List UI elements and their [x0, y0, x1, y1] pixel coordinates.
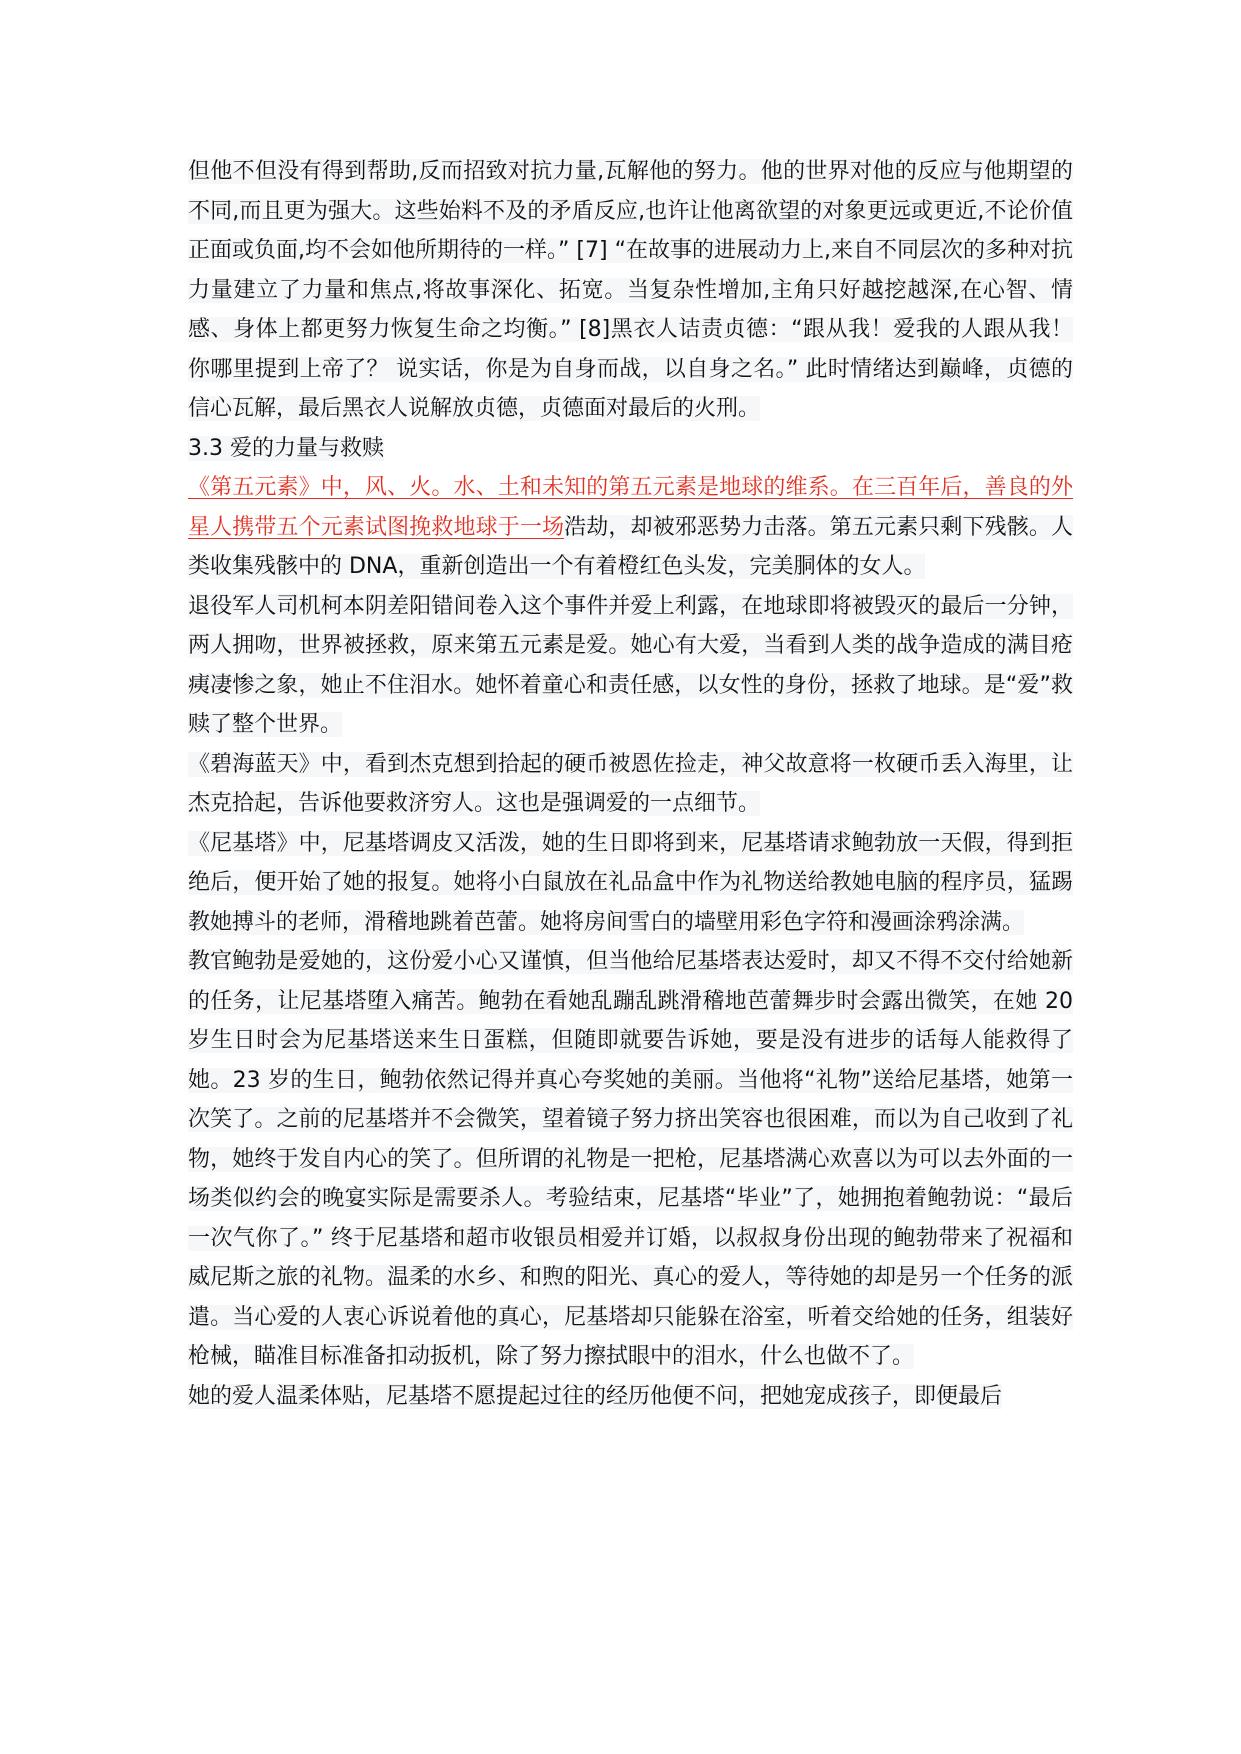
paragraph-nikita: [188, 824, 1073, 943]
highlighted-red-text: 《第五元素》中，风、火。水、土和未知的第五元素是地球的维系。在三百年后，善良的外星人携带五个元素试图挽救地球于一场: [188, 475, 1073, 540]
section-heading-text: 3.3 爱的力量与救赎: [188, 435, 384, 461]
section-heading: [188, 429, 1073, 469]
paragraph-korben-text: 退役军人司机柯本阴差阳错间卷入这个事件并爱上利露，在地球即将被毁灭的最后一分钟，两人拥吻，世界被拯救，原来第五元素是爱。她心有大爱，当看到人类的战争造成的满目疮痍凄惨之象，她止不住泪水。她怀着童心和责任感，以女性的身份，拯救了地球。是“爱”救赎了整个世界。: [188, 593, 1073, 737]
paragraph-fifth-element-text: 浩劫，却被邪恶势力击落。第五元素只剩下残骸。人类收集残骸中的 DNA，重新创造出一个有着橙红色头发，完美胴体的女人。: [188, 514, 1073, 579]
paragraph-nikita-text: 《尼基塔》中，尼基塔调皮又活泼，她的生日即将到来，尼基塔请求鲍勃放一天假，得到拒绝后，便开始了她的报复。她将小白鼠放在礼品盒中作为礼物送给教她电脑的程序员，猛踢教她搏斗的老师，滑稽地跳着芭蕾。她将房间雪白的墙壁用彩色字符和漫画涂鸦涂满。: [188, 830, 1073, 935]
paragraph-conflict-text: 但他不但没有得到帮助,反而招致对抗力量,瓦解他的努力。他的世界对他的反应与他期望的不同,而且更为强大。这些始料不及的矛盾反应,也许让他离欲望的对象更远或更近,不论价值正面或负面,均不会如他所期待的一样。” [7] “在故事的进展动力上,来自不同层次的多种对抗力量建立了力量和焦点,将故事深化、拓宽。当复杂性增加,主角只好越挖越深,在心智、情感、身体上都更努力恢复生命之均衡。” [8]黑衣人诘责贞德：“跟从我！爱我的人跟从我！ 你哪里提到上帝了？ 说实话，你是为自身而战，以自身之名。” 此时情绪达到巅峰，贞德的信心瓦解，最后黑衣人说解放贞德，贞德面对最后的火刑。: [188, 159, 1073, 421]
paragraph-last: [188, 1377, 1073, 1417]
paragraph-big-blue: [188, 745, 1073, 824]
paragraph-fifth-element: [188, 468, 1073, 587]
paragraph-bob: [188, 942, 1073, 1377]
paragraph-big-blue-text: 《碧海蓝天》中，看到杰克想到拾起的硬币被恩佐捡走，神父故意将一枚硬币丢入海里，让杰克拾起，告诉他要救济穷人。这也是强调爱的一点细节。: [188, 751, 1073, 816]
paragraph-conflict: [188, 152, 1073, 429]
paragraph-korben: [188, 587, 1073, 745]
paragraph-bob-text: 教官鲍勃是爱她的，这份爱小心又谨慎，但当他给尼基塔表达爱时，却又不得不交付给她新的任务，让尼基塔堕入痛苦。鲍勃在看她乱蹦乱跳滑稽地芭蕾舞步时会露出微笑，在她 20 岁生日时会为尼基塔送来生日蛋糕，但随即就要告诉她，要是没有进步的话每人能救得了她。23 岁的生日，鲍勃依然记得并真心夸奖她的美丽。当他将“礼物”送给尼基塔，她第一次笑了。之前的尼基塔并不会微笑，望着镜子努力挤出笑容也很困难，而以为自己收到了礼物，她终于发自内心的笑了。但所谓的礼物是一把枪，尼基塔满心欢喜以为可以去外面的一场类似约会的晚宴实际是需要杀人。考验结束，尼基塔“毕业”了，她拥抱着鲍勃说：“最后一次气你了。” 终于尼基塔和超市收银员相爱并订婚，以叔叔身份出现的鲍勃带来了祝福和威尼斯之旅的礼物。温柔的水乡、和煦的阳光、真心的爱人，等待她的却是另一个任务的派遣。当心爱的人衷心诉说着他的真心，尼基塔却只能躲在浴室，听着交给她的任务，组装好枪械，瞄准目标准备扣动扳机，除了努力擦拭眼中的泪水，什么也做不了。: [188, 949, 1073, 1369]
paragraph-last-text: 她的爱人温柔体贴，尼基塔不愿提起过往的经历他便不问，把她宠成孩子，即便最后: [188, 1383, 1003, 1409]
document-page: [188, 152, 1073, 1416]
